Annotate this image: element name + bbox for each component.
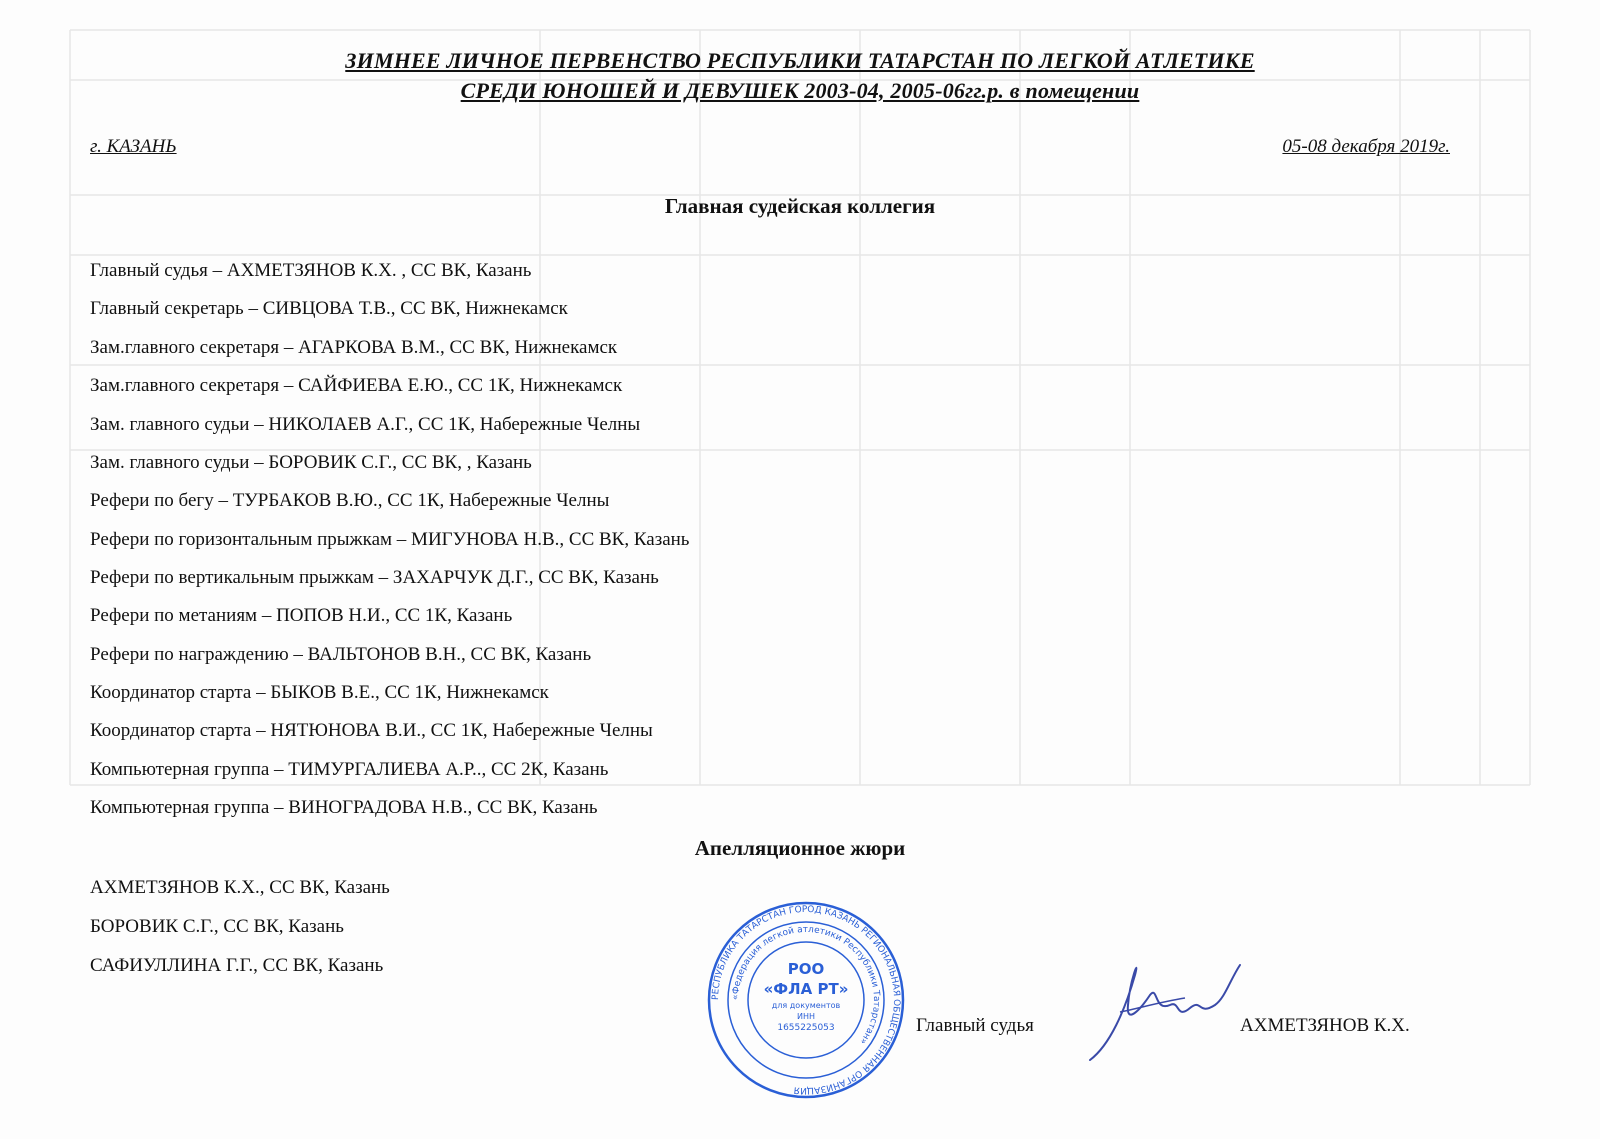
board-member: Рефери по бегу – ТУРБАКОВ В.Ю., СС 1К, Набережные Челны — [90, 490, 610, 511]
stamp-name: «ФЛА РТ» — [763, 980, 849, 998]
board-heading: Главная судейская коллегия — [664, 194, 936, 218]
jury-member: АХМЕТЗЯНОВ К.Х., СС ВК, Казань — [90, 877, 390, 898]
board-member: Рефери по вертикальным прыжкам – ЗАХАРЧУК Д.Г., СС ВК, Казань — [90, 567, 659, 588]
organization-stamp — [706, 900, 906, 1100]
event-city: г. КАЗАНЬ — [90, 136, 177, 157]
stamp-ring-inner-text: «Федерация легкой атлетики Республики Татарстан» — [730, 924, 882, 1047]
jury-heading: Апелляционное жюри — [694, 836, 906, 860]
stamp-inn-label: ИНН — [796, 1012, 816, 1021]
document-title-line-1: ЗИМНЕЕ ЛИЧНОЕ ПЕРВЕНСТВО РЕСПУБЛИКИ ТАТАРСТАН ПО ЛЕГКОЙ АТЛЕТИКЕ — [345, 48, 1255, 73]
jury-member: САФИУЛЛИНА Г.Г., СС ВК, Казань — [90, 955, 384, 976]
stamp-inn: 1655225053 — [777, 1023, 835, 1033]
board-member: Компьютерная группа – ВИНОГРАДОВА Н.В., СС ВК, Казань — [90, 797, 598, 818]
board-member: Зам. главного судьи – БОРОВИК С.Г., СС ВК, , Казань — [90, 452, 532, 473]
signature-label: Главный судья — [916, 1015, 1034, 1036]
board-member: Зам.главного секретаря – САЙФИЕВА Е.Ю., СС 1К, Нижнекамск — [90, 375, 623, 396]
event-date: 05-08 декабря 2019г. — [1282, 136, 1450, 157]
board-member: Зам.главного секретаря – АГАРКОВА В.М., СС ВК, Нижнекамск — [90, 337, 618, 358]
board-member: Главный секретарь – СИВЦОВА Т.В., СС ВК, Нижнекамск — [90, 298, 568, 319]
board-member: Координатор старта – БЫКОВ В.Е., СС 1К, Нижнекамск — [90, 682, 549, 703]
board-member: Зам. главного судьи – НИКОЛАЕВ А.Г., СС 1К, Набережные Челны — [90, 414, 641, 435]
board-member: Главный судья – АХМЕТЗЯНОВ К.Х. , СС ВК, Казань — [90, 260, 532, 281]
board-member: Координатор старта – НЯТЮНОВА В.И., СС 1К, Набережные Челны — [90, 720, 653, 741]
stamp-org: РОО — [787, 960, 825, 978]
signature-name: АХМЕТЗЯНОВ К.Х. — [1240, 1015, 1410, 1036]
jury-member: БОРОВИК С.Г., СС ВК, Казань — [90, 916, 344, 937]
board-member: Рефери по горизонтальным прыжкам – МИГУНОВА Н.В., СС ВК, Казань — [90, 529, 690, 550]
board-member: Рефери по награждению – ВАЛЬТОНОВ В.Н., СС ВК, Казань — [90, 644, 592, 665]
board-member: Рефери по метаниям – ПОПОВ Н.И., СС 1К, Казань — [90, 605, 513, 626]
handwritten-signature — [1080, 950, 1250, 1070]
stamp-ring-outer-text: РЕСПУБЛИКА ТАТАРСТАН ГОРОД КАЗАНЬ РЕГИОНАЛЬНАЯ ОБЩЕСТВЕННАЯ ОРГАНИЗАЦИЯ — [710, 904, 902, 1096]
stamp-purpose: для документов — [771, 1001, 841, 1010]
board-member: Компьютерная группа – ТИМУРГАЛИЕВА А.Р.., СС 2К, Казань — [90, 759, 609, 780]
document-title-line-2: СРЕДИ ЮНОШЕЙ И ДЕВУШЕК 2003-04, 2005-06гг.р. в помещении — [460, 78, 1140, 103]
